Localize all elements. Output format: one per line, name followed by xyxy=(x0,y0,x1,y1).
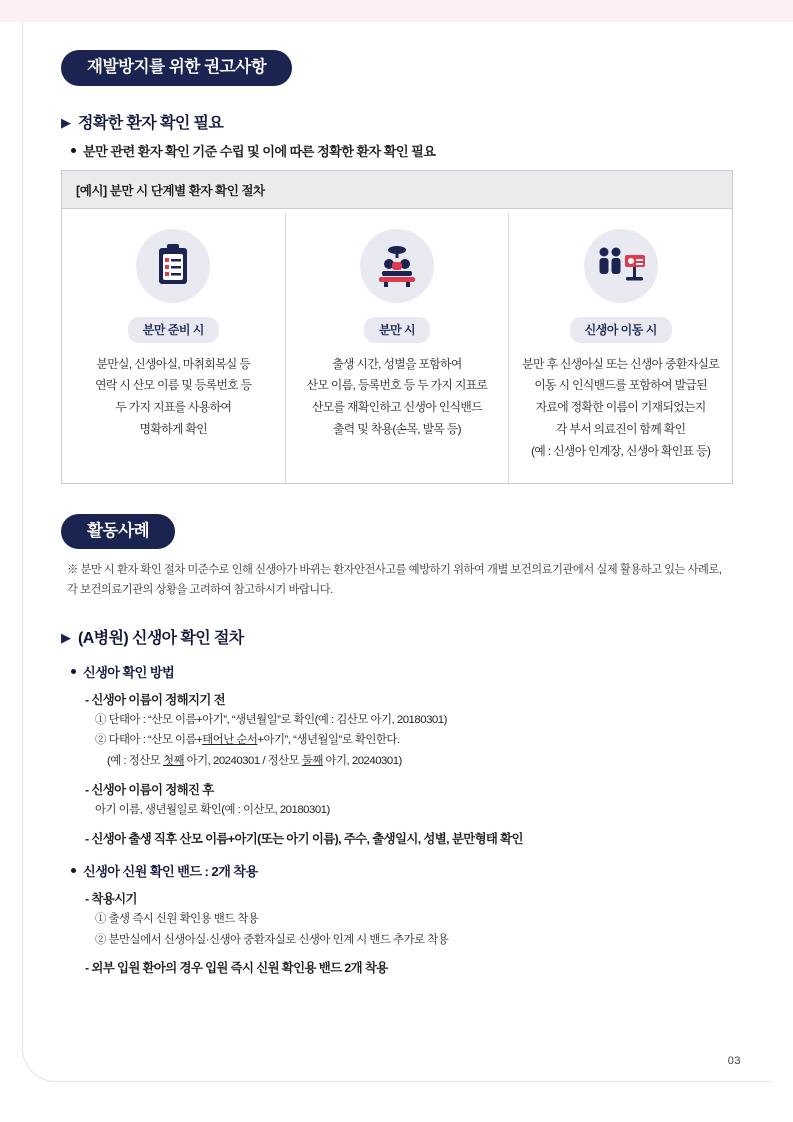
line-single-birth: ① 단태아 : “산모 이름+아기”, “생년월일”로 확인(예 : 김산모 아기, 20180301) xyxy=(95,713,447,726)
line-after-name-decided: 아기 이름, 생년월일로 확인(예 : 이산모, 20180301) xyxy=(95,804,330,817)
triangle-icon: ▶ xyxy=(61,114,71,130)
section-pill-activity-cases: 활동사례 xyxy=(61,514,175,550)
example-description xyxy=(519,354,722,463)
heading-text: (A병원) 신생아 확인 절차 xyxy=(78,629,244,647)
bullet-newborn-check-method xyxy=(71,662,733,681)
heading-hospital-a-procedure xyxy=(61,625,733,648)
example-column xyxy=(62,213,285,483)
page-number: 03 xyxy=(727,1055,741,1067)
heading-text: 정확한 환자 확인 필요 xyxy=(78,114,224,132)
clipboard-checklist-icon xyxy=(136,229,210,303)
dash-before-name-decided: - 신생아 이름이 정해지기 전 xyxy=(85,692,225,707)
desc-line: 분만 후 신생아실 또는 신생아 중환자실로 xyxy=(522,356,720,371)
example-tag: 신생아 이동 시 xyxy=(570,317,672,343)
desc-line: 분만실, 신생아실, 마취회복실 등 xyxy=(96,356,251,371)
bullet-text: 신생아 확인 방법 xyxy=(83,664,175,680)
bullet-dot-icon xyxy=(71,669,76,674)
example-columns xyxy=(62,209,732,483)
delivery-bed-icon xyxy=(360,229,434,303)
line-band-at-transfer: ② 분만실에서 신생아실·신생아 중환자실로 신생아 인계 시 밴드 추가로 착용 xyxy=(95,933,449,946)
desc-line: 이동 시 인식밴드를 포함하여 발급된 xyxy=(534,378,707,393)
bullet-dot-icon xyxy=(71,868,76,873)
desc-line: 각 부서 의료진이 함께 확인 xyxy=(555,421,686,436)
example-description xyxy=(296,354,499,441)
desc-line: 자료에 정확한 이름이 기재되었는지 xyxy=(535,400,706,415)
activity-note: ※ 분만 시 환자 확인 절차 미준수로 인해 신생아가 바뀌는 환자안전사고를 예방하기 위하여 개별 보건의료기관에서 실제 활용하고 있는 사례로, 각 보건의료기관의 상황을 고려하여 참고하시기 바랍니다. xyxy=(67,564,722,596)
example-box-title: [예시] 분만 시 단계별 환자 확인 절차 xyxy=(62,171,732,209)
page-content xyxy=(61,50,733,979)
top-pink-band xyxy=(0,0,793,22)
heading-accurate-patient-check xyxy=(61,110,733,133)
desc-line: 출력 및 착용(손목, 발목 등) xyxy=(333,421,462,436)
example-tag: 분만 시 xyxy=(364,317,430,343)
example-column xyxy=(285,213,509,483)
page-card xyxy=(22,22,771,1082)
line-multiple-birth: ② 다태아 : “산모 이름+태어난 순서+아기”, “생년월일”로 확인한다. xyxy=(95,734,400,747)
desc-line: 연락 시 산모 이름 및 등록번호 등 xyxy=(95,378,252,393)
desc-line: 출생 시간, 성별을 포함하여 xyxy=(332,356,462,371)
dash-external-admission: - 외부 입원 환아의 경우 입원 즉시 신원 확인용 밴드 2개 착용 xyxy=(85,961,388,976)
line-multiple-birth-example: (예 : 정산모 첫째 아기, 20240301 / 정산모 둘째 아기, 20240301) xyxy=(107,755,402,768)
desc-line: 산모 이름, 등록번호 등 두 가지 지표로 xyxy=(306,378,488,393)
dash-right-after-birth: - 신생아 출생 직후 산모 이름+아기(또는 아기 이름), 주수, 출생일시, 성별, 분만형태 확인 xyxy=(85,831,523,846)
bullet-text: 신생아 신원 확인 밴드 : 2개 착용 xyxy=(83,863,258,879)
triangle-icon: ▶ xyxy=(61,629,71,645)
example-tag: 분만 준비 시 xyxy=(128,317,219,343)
line-band-at-birth: ① 출생 즉시 신원 확인용 밴드 착용 xyxy=(95,912,259,925)
bullet-dot-icon xyxy=(71,148,76,153)
desc-line: 산모를 재확인하고 신생아 인식밴드 xyxy=(312,400,482,415)
section-pill-recommendations: 재발방지를 위한 권고사항 xyxy=(61,50,292,86)
bullet-text: 분만 관련 환자 확인 기준 수립 및 이에 따른 정확한 환자 확인 필요 xyxy=(83,143,436,159)
example-description xyxy=(72,354,275,441)
desc-line: 명확하게 확인 xyxy=(139,421,208,436)
example-box xyxy=(61,170,733,484)
desc-line: (예 : 신생아 인계장, 신생아 확인표 등) xyxy=(531,443,711,458)
example-column xyxy=(508,213,732,483)
dash-after-name-decided: - 신생아 이름이 정해진 후 xyxy=(85,783,214,798)
bullet-patient-check xyxy=(71,141,733,160)
newborn-transfer-icon xyxy=(584,229,658,303)
dash-wearing-time: - 착용시기 xyxy=(85,891,137,906)
bullet-id-band xyxy=(71,861,733,880)
desc-line: 두 가지 지표를 사용하여 xyxy=(115,400,232,415)
